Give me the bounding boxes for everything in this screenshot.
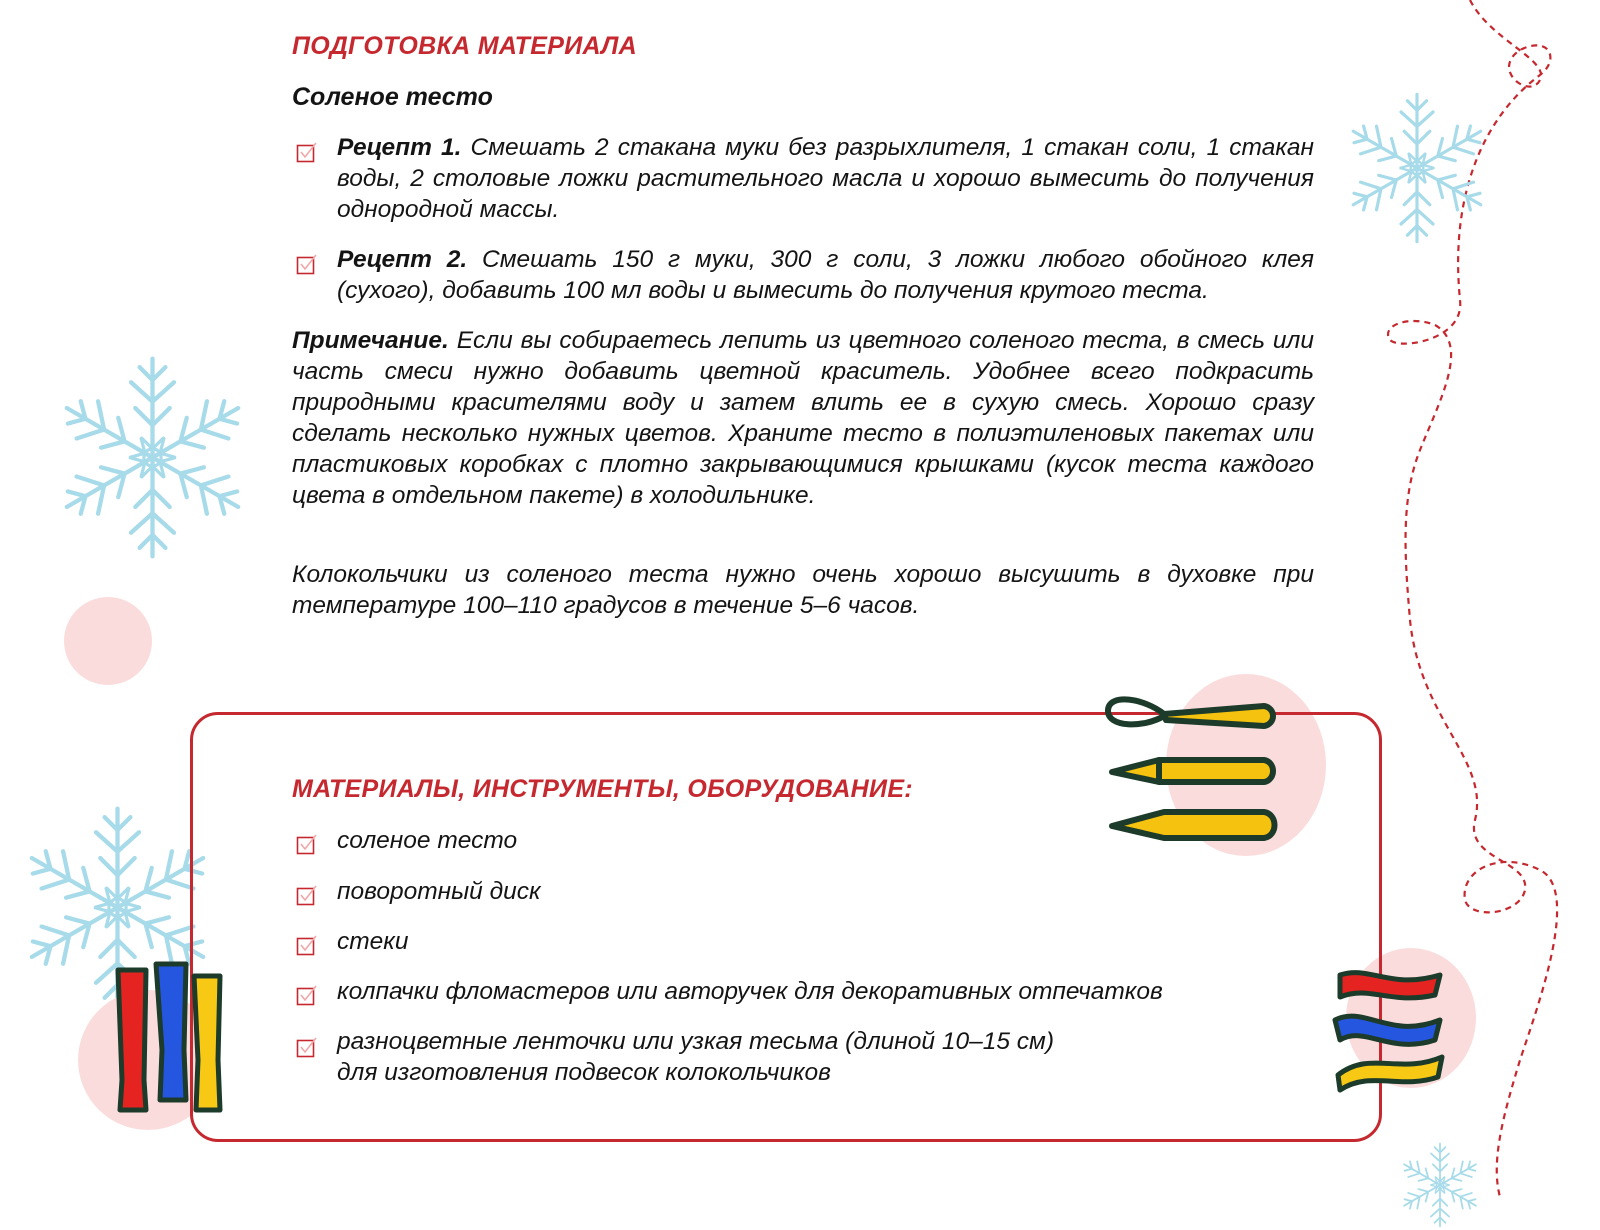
list-item-text: стеки	[337, 928, 409, 955]
preparation-subheading: Соленое тесто	[292, 83, 493, 111]
markers-icon	[108, 960, 228, 1120]
pink-circle	[64, 597, 152, 685]
checkbox-icon	[296, 253, 318, 275]
recipe-2-text: Смешать 150 г муки, 300 г соли, 3 ложки любого обойного клея (сухого), добавить 100 мл воды и вымесить до получения крутого теста.	[337, 246, 1314, 304]
recipe-2-label: Рецепт 2.	[337, 246, 468, 273]
snowflake-icon	[1337, 88, 1497, 248]
snowflake-icon	[1395, 1140, 1485, 1230]
list-item-text: разноцветные ленточки или узкая тесьма (длиной 10–15 см)	[337, 1028, 1054, 1055]
list-item-text: соленое тесто	[337, 827, 518, 854]
note-text: Если вы собираетесь лепить из цветного соленого теста, в смесь или часть смеси нужно добавить цветной краситель. Удобнее всего подкрасить природными красителями воду и затем влить ее в сухую смесь. Хорошо сразу сделать несколько нужных цветов. Храните тесто в полиэтиленовых пакетах или пластиковых коробках с плотно закрывающимися крышками (кусок теста каждого цвета в отдельном пакете) в холодильнике.	[292, 327, 1314, 509]
drying-paragraph: Колокольчики из соленого теста нужно очень хорошо высушить в духовке при температуре 100–110 градусов в течение 5–6 часов.	[292, 561, 1314, 619]
recipe-2	[292, 244, 1314, 306]
preparation-heading: ПОДГОТОВКА МАТЕРИАЛА	[292, 32, 637, 60]
list-item	[292, 926, 1292, 957]
checkbox-icon	[296, 934, 318, 956]
note-paragraph	[292, 325, 1314, 511]
note-label: Примечание.	[292, 327, 449, 354]
list-item	[292, 825, 1292, 856]
recipe-1-text: Смешать 2 стакана муки без разрыхлителя, 1 стакан соли, 1 стакан воды, 2 столовые ложки растительного масла и хорошо вымесить до получения однородной массы.	[337, 134, 1314, 223]
list-item	[292, 976, 1292, 1007]
list-item-text: колпачки фломастеров или авторучек для декоративных отпечатков	[337, 978, 1163, 1005]
sculpting-tools-icon	[1104, 688, 1284, 848]
recipe-1	[292, 132, 1314, 225]
list-item-text-line2: для изготовления подвесок колокольчиков	[337, 1059, 831, 1086]
checkbox-icon	[296, 833, 318, 855]
recipe-1-label: Рецепт 1.	[337, 134, 462, 161]
checkbox-icon	[296, 141, 318, 163]
ribbons-icon	[1330, 965, 1450, 1095]
checkbox-icon	[296, 984, 318, 1006]
materials-heading: МАТЕРИАЛЫ, ИНСТРУМЕНТЫ, ОБОРУДОВАНИЕ:	[292, 775, 913, 803]
list-item	[292, 876, 1292, 907]
checkbox-icon	[296, 884, 318, 906]
snowflake-icon	[45, 350, 260, 565]
list-item-text: поворотный диск	[337, 878, 541, 905]
checkbox-icon	[296, 1036, 318, 1058]
list-item	[292, 1026, 1292, 1088]
